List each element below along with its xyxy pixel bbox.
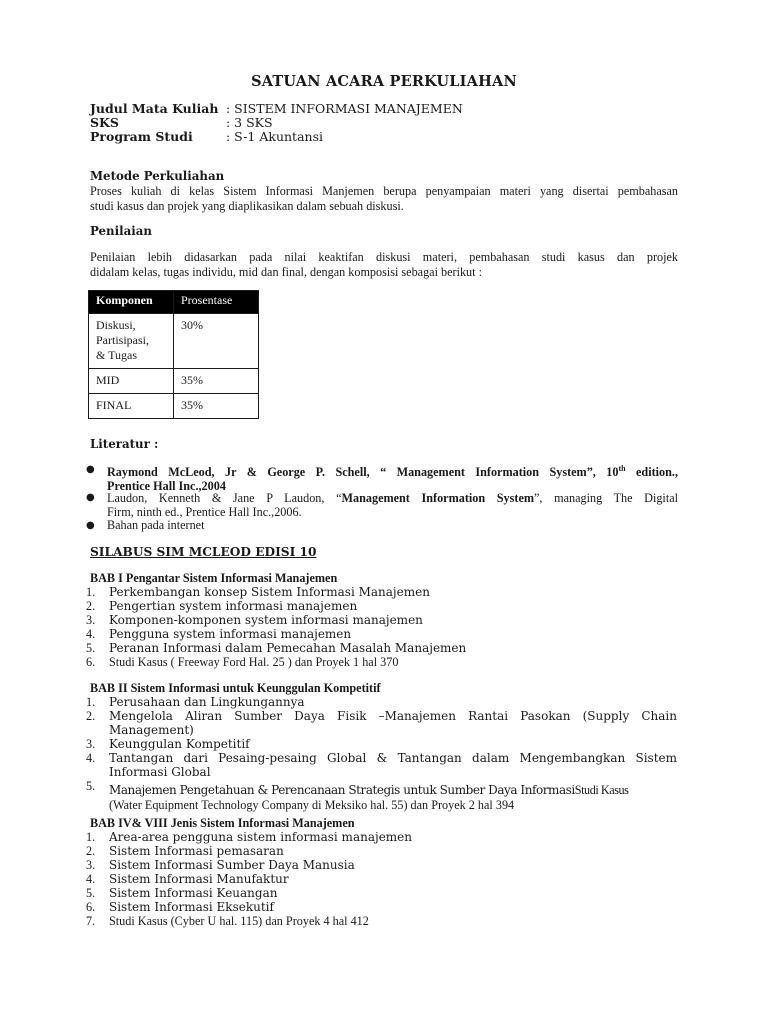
table-cell-prosentase: 35%	[174, 394, 259, 419]
literatur-heading: Literatur :	[90, 437, 159, 451]
list-item: Perusahaan dan Lingkungannya	[109, 695, 305, 709]
literatur-item-1	[107, 462, 678, 493]
table-cell-komponen: FINAL	[89, 394, 174, 419]
list-number: 4.	[86, 751, 96, 765]
table-header-komponen: Komponen	[89, 291, 174, 314]
list-item: Sistem Informasi pemasaran	[109, 844, 284, 858]
penilaian-heading: Penilaian	[90, 224, 152, 238]
bullet-icon: ●	[86, 492, 95, 503]
literatur-item-1-line-1: Raymond McLeod, Jr & George P. Schell, “ Management Information System”, 10th edition.,	[107, 464, 679, 480]
metode-line-1: Proses kuliah di kelas Sistem Informasi Manjemen berupa penyampaian materi yang disertai pembahasan	[90, 184, 678, 198]
list-item-line: Informasi Global	[109, 765, 211, 779]
list-number: 3.	[86, 858, 96, 872]
table-row	[89, 369, 259, 394]
list-item	[109, 751, 677, 779]
metode-heading: Metode Perkuliahan	[90, 169, 225, 183]
table-row	[89, 394, 259, 419]
bab3-heading: BAB IV& VIII Jenis Sistem Informasi Manajemen	[90, 816, 355, 830]
komposisi-table	[88, 290, 259, 419]
literatur-item-2-line-2: Firm, ninth ed., Prentice Hall Inc.,2006.	[107, 505, 302, 519]
list-item: Keunggulan Kompetitif	[109, 737, 250, 751]
list-item-line: Tantangan dari Pesaing-pesaing Global & Tantangan dalam Mengembangkan Sistem	[109, 751, 677, 765]
penilaian-line-1: Penilaian lebih didasarkan pada nilai keaktifan diskusi materi, pembahasan studi kasus dan projek	[90, 250, 678, 264]
literatur-item-2-line-1: Laudon, Kenneth & Jane P Laudon, “Management Information System”, managing The Digital	[107, 491, 678, 505]
list-item-line: (Water Equipment Technology Company di Meksiko hal. 55) dan Proyek 2 hal 394	[109, 798, 515, 812]
list-number: 4.	[86, 872, 96, 886]
table-cell-prosentase: 35%	[174, 369, 259, 394]
list-item: Perkembangan konsep Sistem Informasi Manajemen	[109, 585, 430, 599]
list-item: Area-area pengguna sistem informasi manajemen	[109, 830, 413, 844]
list-number: 5.	[86, 779, 96, 793]
bullet-icon: ●	[86, 520, 95, 531]
table-header-prosentase: Prosentase	[174, 291, 259, 314]
list-number: 2.	[86, 709, 96, 723]
komponen-line: Diskusi,	[96, 318, 136, 332]
list-number: 1.	[86, 585, 96, 599]
table-header-row	[89, 291, 259, 314]
list-number: 3.	[86, 737, 96, 751]
list-item: Studi Kasus (Cyber U hal. 115) dan Proyek 4 hal 412	[109, 914, 369, 928]
list-item: Peranan Informasi dalam Pemecahan Masalah Manajemen	[109, 641, 467, 655]
list-number: 2.	[86, 599, 96, 613]
penilaian-paragraph	[90, 250, 678, 280]
meta-key-judul: Judul Mata Kuliah	[90, 101, 219, 116]
meta-value-sks: : 3 SKS	[226, 115, 273, 130]
literatur-item-2	[107, 491, 678, 519]
table-cell-komponen	[89, 314, 174, 369]
penilaian-line-2: didalam kelas, tugas individu, mid dan final, dengan komposisi sebagai berikut :	[90, 265, 482, 279]
list-item: Sistem Informasi Sumber Daya Manusia	[109, 858, 355, 872]
list-number: 6.	[86, 900, 96, 914]
list-item	[109, 709, 677, 737]
metode-line-2: studi kasus dan projek yang diaplikasikan dalam sebuah diskusi.	[90, 199, 404, 213]
list-item: Studi Kasus ( Freeway Ford Hal. 25 ) dan Proyek 1 hal 370	[109, 655, 399, 669]
list-number: 1.	[86, 695, 96, 709]
list-item-line: Mengelola Aliran Sumber Daya Fisik –Manajemen Rantai Pasokan (Supply Chain	[109, 709, 677, 723]
list-item: Komponen-komponen system informasi manajemen	[109, 613, 423, 627]
list-number: 3.	[86, 613, 96, 627]
list-item	[109, 779, 681, 812]
silabus-heading: SILABUS SIM MCLEOD EDISI 10	[90, 545, 317, 559]
bullet-icon: ●	[86, 464, 95, 475]
list-number: 4.	[86, 627, 96, 641]
list-number: 5.	[86, 641, 96, 655]
list-number: 7.	[86, 914, 96, 928]
komponen-line: Partisipasi,	[96, 333, 149, 347]
list-number: 6.	[86, 655, 96, 669]
list-item: Sistem Informasi Manufaktur	[109, 872, 289, 886]
literatur-item-3: Bahan pada internet	[107, 518, 205, 532]
meta-value-prodi: : S-1 Akuntansi	[226, 129, 323, 144]
list-item-line: Manajemen Pengetahuan & Perencanaan Strategis untuk Sumber Daya InformasiStudi Kasus	[109, 783, 629, 797]
list-item: Sistem Informasi Eksekutif	[109, 900, 274, 914]
literatur-item-1-line-2: Prentice Hall Inc.,2004	[107, 479, 226, 494]
meta-value-judul: : SISTEM INFORMASI MANAJEMEN	[226, 101, 463, 116]
list-item: Pengertian system informasi manajemen	[109, 599, 358, 613]
list-item-line: Management)	[109, 723, 194, 737]
table-cell-prosentase: 30%	[174, 314, 259, 369]
bab2-heading: BAB II Sistem Informasi untuk Keunggulan Kompetitif	[90, 681, 381, 695]
list-item: Pengguna system informasi manajemen	[109, 627, 352, 641]
table-cell-komponen: MID	[89, 369, 174, 394]
meta-key-prodi: Program Studi	[90, 129, 193, 144]
list-number: 5.	[86, 886, 96, 900]
bab1-heading: BAB I Pengantar Sistem Informasi Manajemen	[90, 571, 338, 585]
table-row	[89, 314, 259, 369]
list-number: 2.	[86, 844, 96, 858]
list-item: Sistem Informasi Keuangan	[109, 886, 278, 900]
komponen-line: & Tugas	[96, 348, 138, 362]
page-title: SATUAN ACARA PERKULIAHAN	[251, 73, 517, 90]
metode-paragraph	[90, 184, 678, 214]
list-number: 1.	[86, 830, 96, 844]
meta-key-sks: SKS	[90, 115, 119, 130]
